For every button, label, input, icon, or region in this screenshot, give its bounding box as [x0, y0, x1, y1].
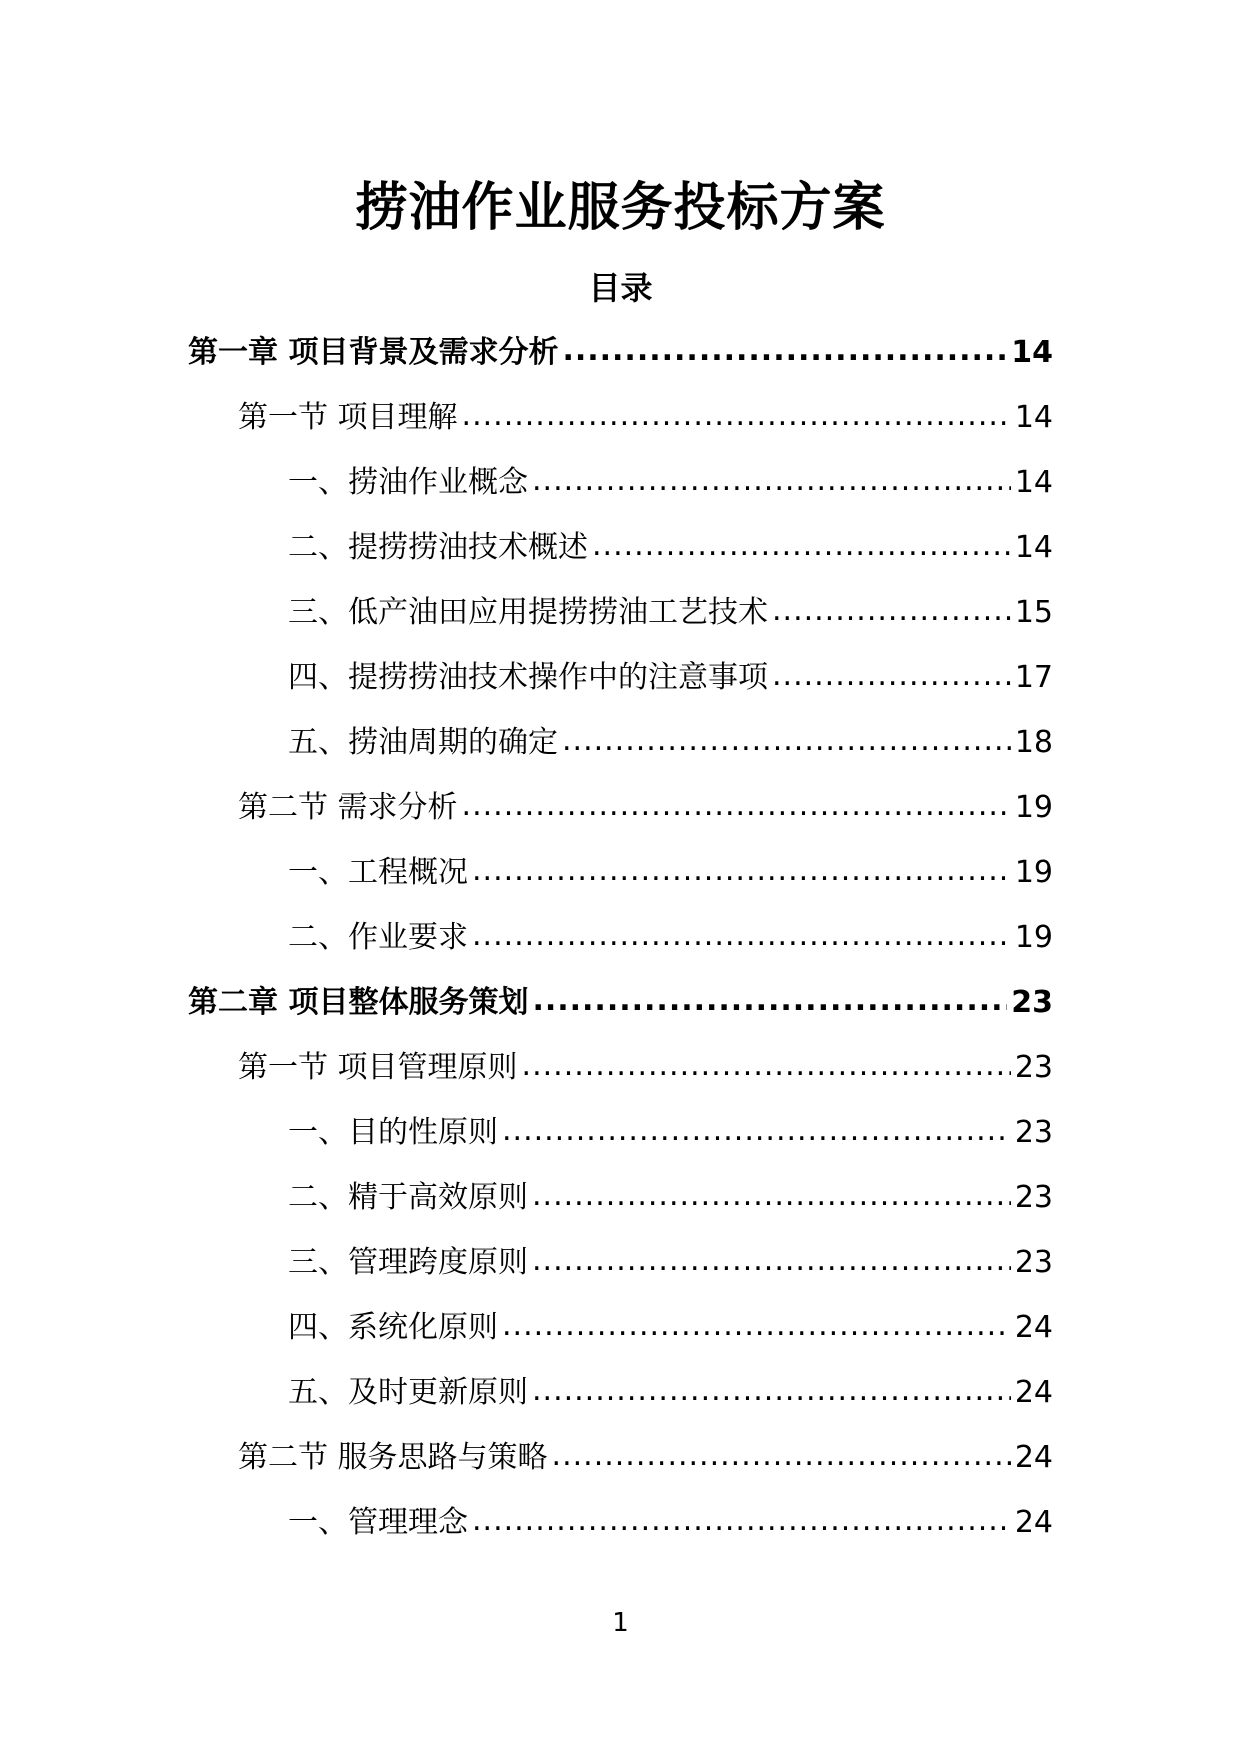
toc-entry-page-number: 14 — [1014, 465, 1053, 500]
document-title: 捞油作业服务投标方案 — [355, 178, 886, 238]
toc-entry-page-number: 14 — [1011, 335, 1053, 370]
toc-section-entry[interactable] — [0, 390, 1241, 455]
toc-entry-page-number: 24 — [1014, 1375, 1053, 1410]
toc-dot-leader — [772, 648, 1011, 704]
toc-entry-page-number: 19 — [1014, 855, 1053, 890]
toc-entry-page-number: 17 — [1014, 660, 1053, 695]
toc-subsection-entry[interactable] — [0, 845, 1241, 910]
toc-section-entry[interactable] — [0, 1040, 1241, 1105]
toc-entry-title: 四、系统化原则 — [288, 1310, 498, 1345]
toc-subsection-entry[interactable] — [0, 585, 1241, 650]
toc-dot-leader — [562, 323, 1007, 379]
toc-subsection-entry[interactable] — [0, 1365, 1241, 1430]
toc-dot-leader — [532, 1233, 1011, 1289]
toc-entry-page-number: 23 — [1014, 1245, 1053, 1280]
toc-entry-title: 二、精于高效原则 — [288, 1180, 528, 1215]
toc-dot-leader — [772, 583, 1011, 639]
toc-entry-page-number: 15 — [1014, 595, 1053, 630]
toc-subsection-entry[interactable] — [0, 1105, 1241, 1170]
toc-subsection-entry[interactable] — [0, 1300, 1241, 1365]
toc-entry-title: 一、捞油作业概念 — [288, 465, 528, 500]
toc-chapter-entry[interactable] — [0, 325, 1241, 390]
toc-entry-title: 第一节 项目管理原则 — [238, 1050, 518, 1085]
toc-entry-title: 五、及时更新原则 — [288, 1375, 528, 1410]
toc-subsection-entry[interactable] — [0, 650, 1241, 715]
toc-entry-title: 一、目的性原则 — [288, 1115, 498, 1150]
toc-subsection-entry[interactable] — [0, 1170, 1241, 1235]
toc-entry-title: 二、提捞捞油技术概述 — [288, 530, 588, 565]
toc-entry-page-number: 24 — [1014, 1505, 1053, 1540]
toc-entry-title: 一、管理理念 — [288, 1505, 468, 1540]
toc-entry-page-number: 24 — [1014, 1440, 1053, 1475]
page-number: 1 — [612, 1608, 629, 1638]
toc-dot-leader — [532, 973, 1007, 1029]
toc-entry-page-number: 18 — [1014, 725, 1053, 760]
toc-dot-leader — [472, 908, 1011, 964]
toc-entry-title: 第二节 服务思路与策略 — [238, 1440, 548, 1475]
toc-dot-leader — [532, 1363, 1011, 1419]
toc-dot-leader — [522, 1038, 1011, 1094]
toc-entry-page-number: 14 — [1014, 400, 1053, 435]
toc-dot-leader — [502, 1298, 1011, 1354]
toc-entry-title: 第一节 项目理解 — [238, 400, 458, 435]
toc-dot-leader — [462, 778, 1011, 834]
toc-dot-leader — [562, 713, 1011, 769]
toc-entry-title: 四、提捞捞油技术操作中的注意事项 — [288, 660, 768, 695]
toc-entry-title: 五、捞油周期的确定 — [288, 725, 558, 760]
toc-entry-title: 三、管理跨度原则 — [288, 1245, 528, 1280]
toc-entry-title: 第二章 项目整体服务策划 — [188, 985, 529, 1020]
toc-dot-leader — [462, 388, 1011, 444]
toc-entry-title: 第二节 需求分析 — [238, 790, 458, 825]
toc-heading: 目录 — [588, 269, 653, 307]
toc-entry-page-number: 23 — [1011, 985, 1053, 1020]
toc-chapter-entry[interactable] — [0, 975, 1241, 1040]
toc-section-entry[interactable] — [0, 780, 1241, 845]
toc-subsection-entry[interactable] — [0, 715, 1241, 780]
toc-entry-title: 第一章 项目背景及需求分析 — [188, 335, 559, 370]
toc-dot-leader — [592, 518, 1011, 574]
toc-entry-title: 三、低产油田应用提捞捞油工艺技术 — [288, 595, 768, 630]
toc-dot-leader — [532, 453, 1011, 509]
toc-entry-page-number: 23 — [1014, 1180, 1053, 1215]
toc-subsection-entry[interactable] — [0, 910, 1241, 975]
toc-entry-title: 一、工程概况 — [288, 855, 468, 890]
toc-dot-leader — [472, 843, 1011, 899]
toc-dot-leader — [502, 1103, 1011, 1159]
toc-entry-page-number: 19 — [1014, 920, 1053, 955]
table-of-contents — [0, 325, 1241, 1560]
toc-dot-leader — [472, 1493, 1011, 1549]
toc-entry-page-number: 23 — [1014, 1115, 1053, 1150]
toc-dot-leader — [532, 1168, 1011, 1224]
toc-entry-page-number: 23 — [1014, 1050, 1053, 1085]
toc-dot-leader — [552, 1428, 1011, 1484]
toc-subsection-entry[interactable] — [0, 520, 1241, 585]
toc-subsection-entry[interactable] — [0, 455, 1241, 520]
toc-subsection-entry[interactable] — [0, 1235, 1241, 1300]
toc-section-entry[interactable] — [0, 1430, 1241, 1495]
toc-entry-page-number: 19 — [1014, 790, 1053, 825]
toc-entry-page-number: 24 — [1014, 1310, 1053, 1345]
toc-entry-title: 二、作业要求 — [288, 920, 468, 955]
toc-entry-page-number: 14 — [1014, 530, 1053, 565]
toc-subsection-entry[interactable] — [0, 1495, 1241, 1560]
